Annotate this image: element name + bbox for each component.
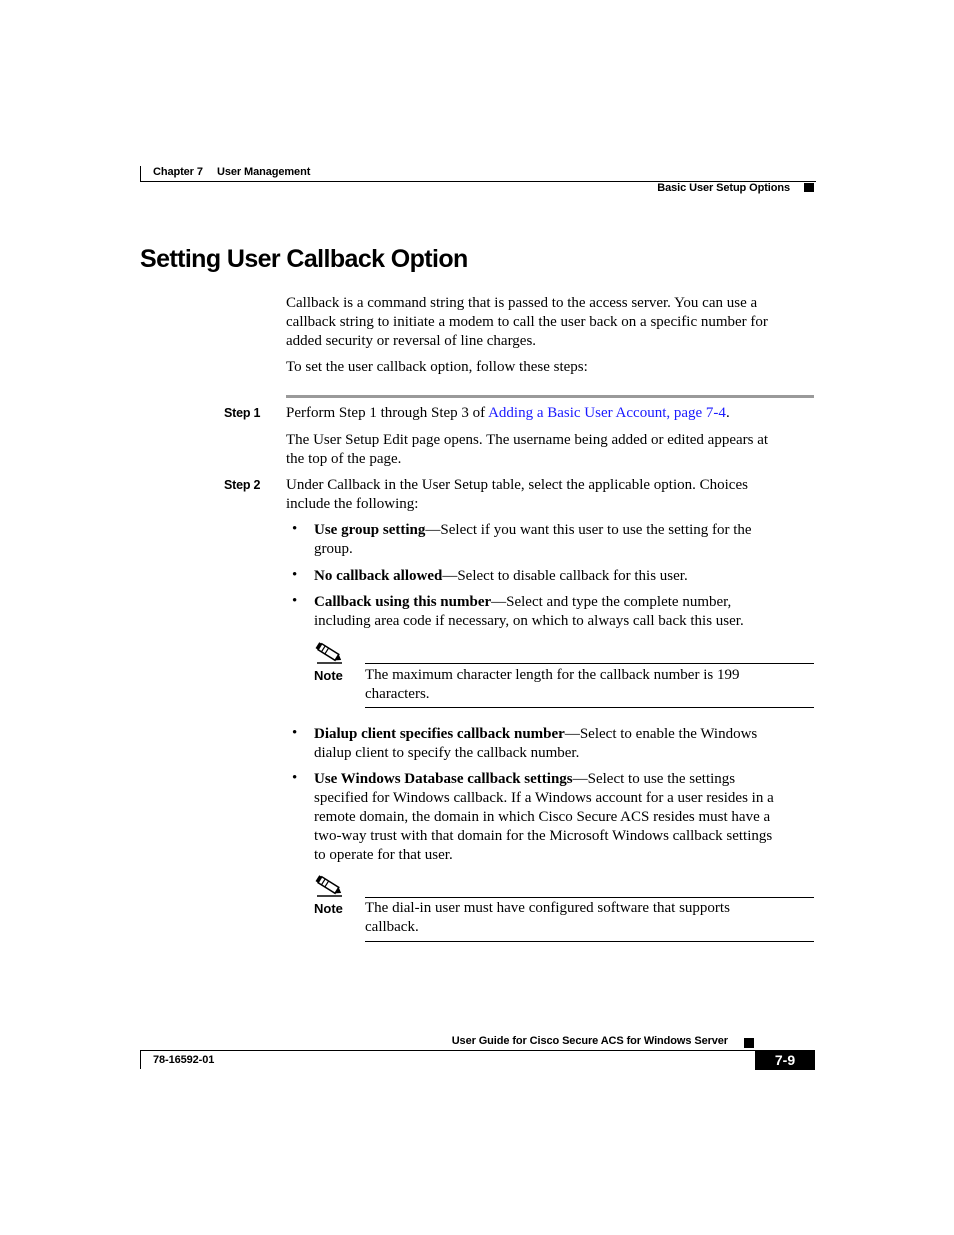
section-title: Basic User Setup Options — [657, 182, 790, 194]
bullet-icon: • — [292, 521, 298, 537]
step-2-label: Step 2 — [224, 478, 261, 492]
option-description-cont: two-way trust with that domain for the Microsoft Windows callback settings — [314, 828, 773, 844]
intro-line: added security or reversal of line charges. — [286, 333, 537, 349]
option-description-cont: to operate for that user. — [314, 847, 453, 863]
note-top-rule — [365, 663, 814, 664]
step-2-text — [286, 476, 748, 514]
step-1-result — [286, 431, 768, 469]
bullet-icon: • — [292, 593, 298, 609]
note-line: callback. — [365, 919, 419, 935]
pencil-note-icon — [315, 875, 343, 897]
footer-marker — [744, 1038, 754, 1048]
procedure-rule — [286, 395, 814, 398]
step-1-text-after: . — [725, 405, 730, 421]
option-use-windows-database — [314, 770, 774, 865]
option-name: Dialup client specifies callback number — [314, 726, 565, 742]
intro-paragraph — [286, 294, 816, 351]
option-description-cont: including area code if necessary, on which to always call back this user. — [314, 613, 744, 629]
step-2-line: Under Callback in the User Setup table, select the applicable option. Choices — [286, 477, 748, 493]
option-description: —Select to enable the Windows — [564, 726, 758, 742]
step-1-label: Step 1 — [224, 406, 261, 420]
note-label: Note — [314, 901, 343, 916]
doc-number: 78-16592-01 — [153, 1054, 215, 1066]
option-description-cont: group. — [314, 541, 353, 557]
option-name: No callback allowed — [314, 568, 443, 584]
bullet-icon: • — [292, 567, 298, 583]
header-left-tick — [140, 166, 141, 181]
step-1-result-line: the top of the page. — [286, 451, 402, 467]
lead-in-text: To set the user callback option, follow these steps: — [286, 359, 588, 375]
option-description-cont: specified for Windows callback. If a Windows account for a user resides in a — [314, 790, 774, 806]
option-description: —Select and type the complete number, — [491, 594, 732, 610]
footer-rule — [140, 1050, 755, 1051]
note-text — [365, 899, 730, 937]
bullet-icon: • — [292, 725, 298, 741]
option-name: Use Windows Database callback settings — [314, 771, 573, 787]
option-use-group-setting — [314, 521, 752, 559]
note-bottom-rule — [365, 707, 814, 708]
pencil-note-icon — [315, 642, 343, 664]
step-2-line: include the following: — [286, 496, 419, 512]
note-line: characters. — [365, 686, 430, 702]
guide-title: User Guide for Cisco Secure ACS for Windows Server — [451, 1035, 728, 1047]
chapter-title: User Management — [217, 166, 311, 178]
option-description: —Select if you want this user to use the setting for the — [425, 522, 752, 538]
step-1-text-before: Perform Step 1 through Step 3 of — [286, 405, 489, 421]
option-description: —Select to use the settings — [572, 771, 736, 787]
option-description-cont: dialup client to specify the callback number. — [314, 745, 580, 761]
bullet-icon: • — [292, 770, 298, 786]
step-1-text — [286, 404, 730, 423]
intro-line: callback string to initiate a modem to call the user back on a specific number for — [286, 314, 768, 330]
option-description-cont: remote domain, the domain in which Cisco Secure ACS resides must have a — [314, 809, 771, 825]
step-1-result-line: The User Setup Edit page opens. The username being added or edited appears at — [286, 432, 769, 448]
note-line: The dial-in user must have configured software that supports — [365, 900, 730, 916]
note-bottom-rule — [365, 941, 814, 942]
option-name: Use group setting — [314, 522, 426, 538]
header-marker — [804, 183, 814, 192]
page-number: 7-9 — [774, 1052, 796, 1068]
note-label: Note — [314, 668, 343, 683]
note-top-rule — [365, 897, 814, 898]
chapter-number: Chapter 7 — [153, 166, 203, 178]
intro-line: Callback is a command string that is passed to the access server. You can use a — [286, 295, 758, 311]
option-description: —Select to disable callback for this user. — [442, 568, 688, 584]
note-line: The maximum character length for the callback number is 199 — [365, 667, 740, 683]
adding-basic-user-link[interactable]: Adding a Basic User Account, page 7-4 — [488, 405, 726, 421]
page-title: Setting User Callback Option — [140, 245, 468, 273]
footer-left-tick — [140, 1050, 141, 1069]
page-number-box — [755, 1050, 815, 1070]
option-name: Callback using this number — [314, 594, 492, 610]
option-dialup-client-specifies — [314, 725, 757, 763]
option-no-callback-allowed — [314, 567, 688, 586]
note-text — [365, 666, 739, 704]
option-callback-using-this-number — [314, 593, 744, 631]
